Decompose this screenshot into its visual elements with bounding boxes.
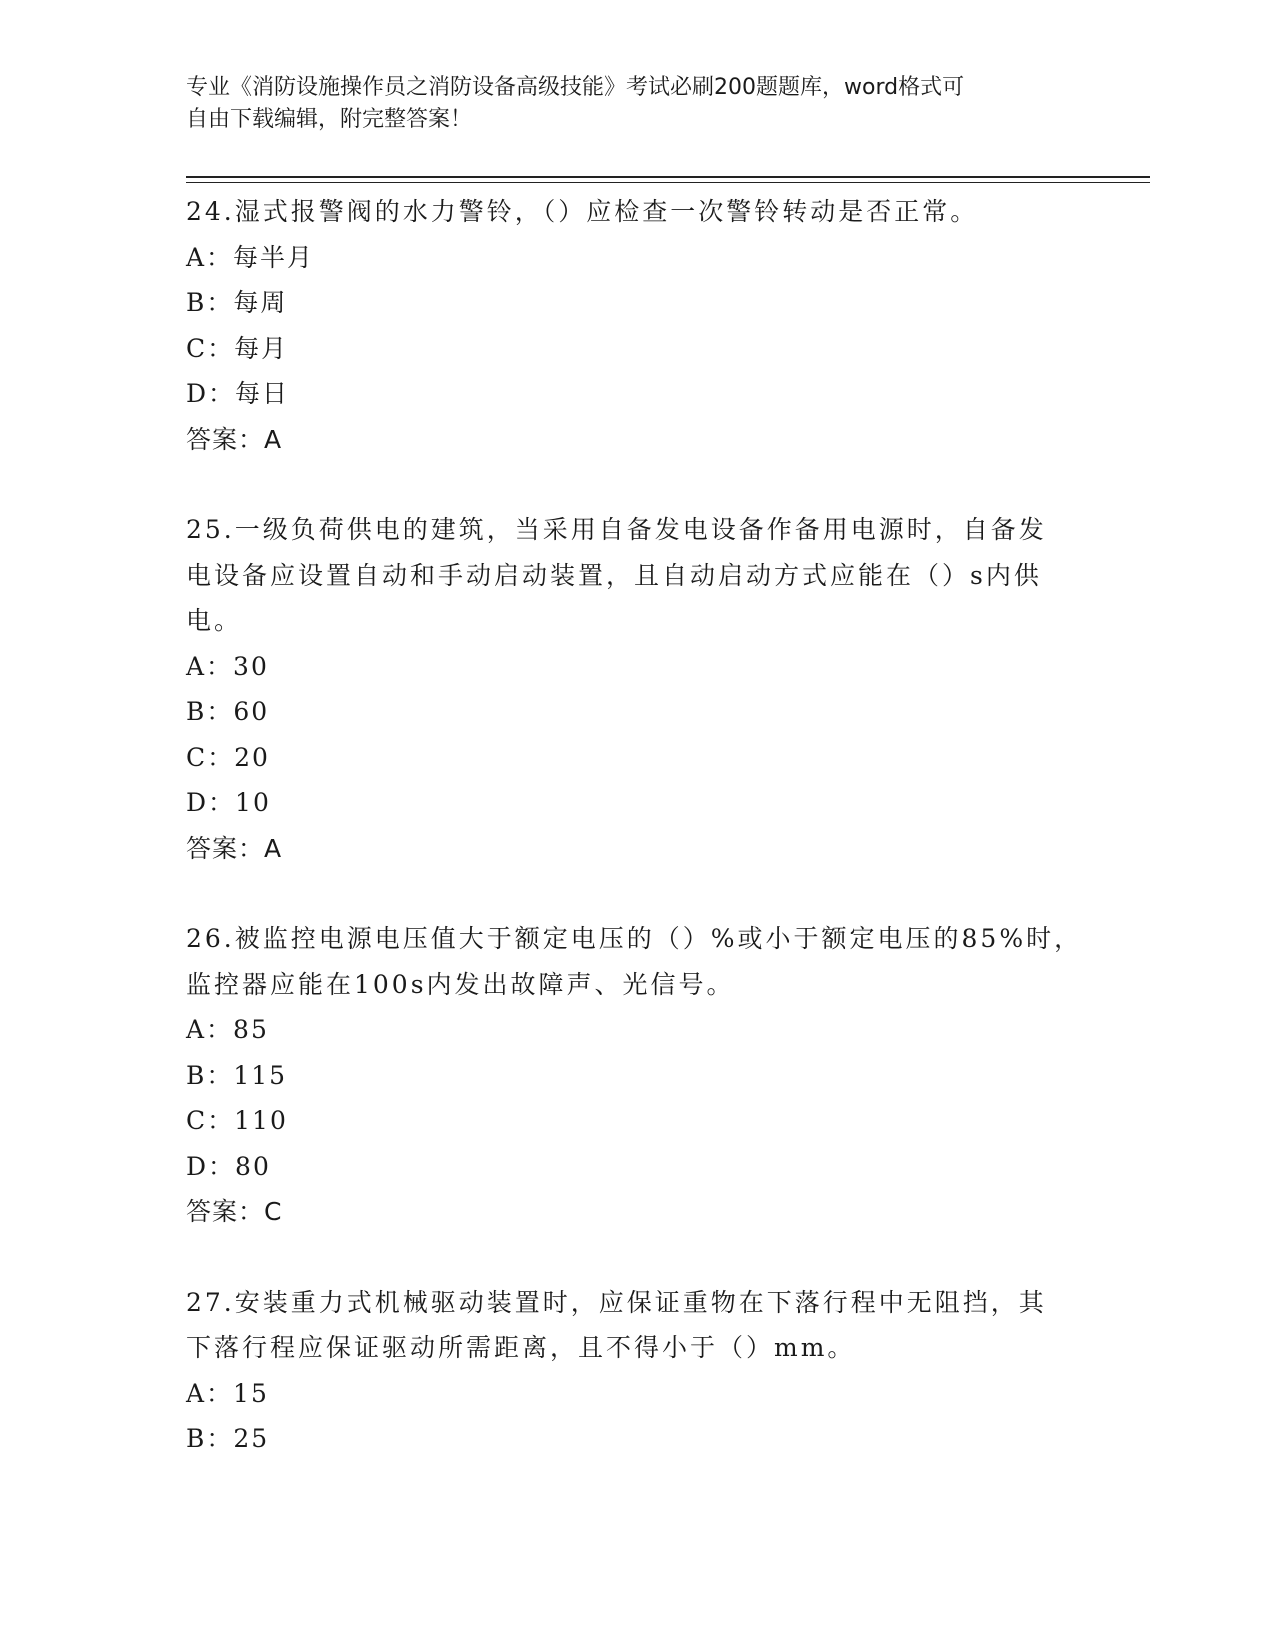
question-stem: 电设备应设置自动和手动启动装置，且自动启动方式应能在（）s内供	[186, 560, 1042, 590]
question-26	[186, 916, 1086, 1235]
option-c: C：20	[186, 742, 270, 772]
option-d: D：10	[186, 788, 271, 817]
option-a: A：30	[186, 651, 269, 681]
option-b: B：115	[186, 1060, 288, 1090]
question-stem: 下落行程应保证驱动所需距离，且不得小于（）mm。	[186, 1333, 856, 1362]
header-divider-thin	[186, 182, 1150, 183]
question-stem: 24.湿式报警阀的水力警铃，（）应检查一次警铃转动是否正常。	[186, 197, 979, 226]
option-b: B：60	[186, 697, 270, 726]
header-line-2: 自由下载编辑，附完整答案！	[186, 107, 473, 132]
option-b: B：25	[186, 1424, 270, 1453]
option-d: D：80	[186, 1151, 271, 1181]
question-list	[186, 189, 1086, 1462]
option-c: C：110	[186, 1106, 288, 1135]
option-a: A：每半月	[186, 242, 315, 272]
header-line-1: 专业《消防设施操作员之消防设备高级技能》考试必刷200题题库，word格式可	[186, 75, 965, 100]
question-27	[186, 1280, 1086, 1462]
question-stem: 27.安装重力式机械驱动装置时，应保证重物在下落行程中无阻挡，其	[186, 1287, 1047, 1317]
option-a: A：15	[186, 1378, 269, 1408]
document-header	[186, 72, 1086, 136]
question-24	[186, 189, 1086, 462]
option-d: D：每日	[186, 379, 290, 408]
header-divider-thick	[186, 176, 1150, 178]
option-c: C：每月	[186, 333, 289, 363]
answer: 答案：C	[186, 1197, 283, 1226]
answer: 答案：A	[186, 833, 283, 863]
option-a: A：85	[186, 1015, 269, 1044]
question-stem: 26.被监控电源电压值大于额定电压的（）%或小于额定电压的85%时，	[186, 924, 1083, 953]
answer: 答案：A	[186, 424, 283, 454]
question-stem: 监控器应能在100s内发出故障声、光信号。	[186, 969, 735, 999]
question-25	[186, 507, 1086, 871]
option-b: B：每周	[186, 288, 288, 317]
question-stem: 电。	[186, 606, 243, 635]
question-stem: 25.一级负荷供电的建筑，当采用自备发电设备作备用电源时，自备发	[186, 515, 1047, 544]
